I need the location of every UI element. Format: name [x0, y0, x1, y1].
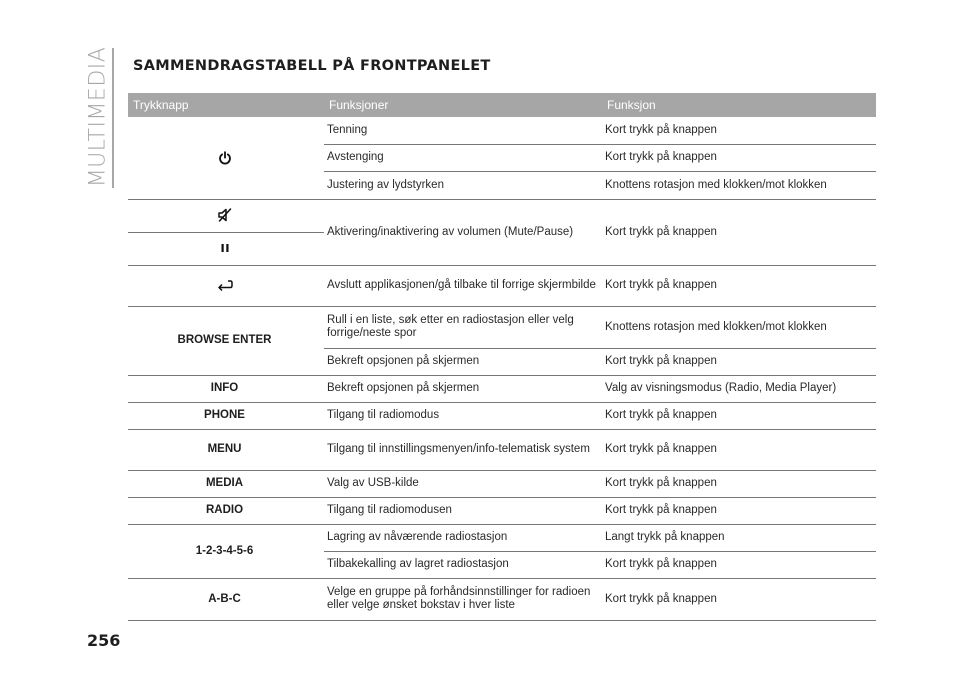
action-cell: Kort trykk på knappen	[602, 497, 876, 524]
table-row	[128, 470, 876, 497]
key-cell-browse-enter: BROWSE ENTER	[128, 306, 324, 375]
action-cell: Kort trykk på knappen	[602, 470, 876, 497]
function-cell: Bekreft opsjonen på skjermen	[324, 348, 602, 375]
table-row	[128, 402, 876, 429]
action-cell: Knottens rotasjon med klokken/mot klokken	[602, 171, 876, 199]
function-cell: Bekreft opsjonen på skjermen	[324, 375, 602, 402]
key-cell-menu: MENU	[128, 429, 324, 470]
summary-table	[128, 93, 876, 621]
function-cell: Tilgang til innstillingsmenyen/info-telematisk system	[324, 429, 602, 470]
action-cell: Kort trykk på knappen	[602, 117, 876, 144]
table-row	[128, 265, 876, 306]
key-cell-radio: RADIO	[128, 497, 324, 524]
key-cell-info: INFO	[128, 375, 324, 402]
function-cell: Tilgang til radiomodusen	[324, 497, 602, 524]
key-cell-media: MEDIA	[128, 470, 324, 497]
header-button: Trykknapp	[128, 93, 324, 117]
pause-icon	[220, 243, 230, 253]
back-icon	[217, 279, 233, 291]
page-title: SAMMENDRAGSTABELL PÅ FRONTPANELET	[133, 58, 491, 74]
action-cell: Knottens rotasjon med klokken/mot klokken	[602, 306, 876, 348]
table-row	[128, 199, 876, 232]
section-label-text: MULTIMEDIA	[85, 46, 111, 188]
key-cell-pause	[128, 232, 324, 265]
function-cell: Velge en gruppe på forhåndsinnstillinger for radioen eller velge ønsket bokstav i hver liste	[324, 578, 602, 620]
key-cell-mute	[128, 199, 324, 232]
key-cell-phone: PHONE	[128, 402, 324, 429]
action-cell: Kort trykk på knappen	[602, 265, 876, 306]
power-icon	[218, 151, 232, 165]
function-cell: Rull i en liste, søk etter en radiostasjon eller velg forrige/neste spor	[324, 306, 602, 348]
table-row	[128, 117, 876, 144]
action-cell: Valg av visningsmodus (Radio, Media Player)	[602, 375, 876, 402]
function-cell: Tenning	[324, 117, 602, 144]
table-header-row	[128, 93, 876, 117]
function-cell: Avstenging	[324, 144, 602, 171]
function-cell: Tilbakekalling av lagret radiostasjon	[324, 551, 602, 578]
action-cell: Kort trykk på knappen	[602, 429, 876, 470]
action-cell: Kort trykk på knappen	[602, 199, 876, 265]
header-function: Funksjon	[602, 93, 876, 117]
key-cell-presets: 1-2-3-4-5-6	[128, 524, 324, 578]
function-cell: Valg av USB-kilde	[324, 470, 602, 497]
action-cell: Langt trykk på knappen	[602, 524, 876, 551]
table-row	[128, 375, 876, 402]
action-cell: Kort trykk på knappen	[602, 348, 876, 375]
mute-icon	[217, 208, 233, 222]
function-cell: Lagring av nåværende radiostasjon	[324, 524, 602, 551]
action-cell: Kort trykk på knappen	[602, 402, 876, 429]
table-row	[128, 429, 876, 470]
function-cell: Aktivering/inaktivering av volumen (Mute/Pause)	[324, 199, 602, 265]
action-cell: Kort trykk på knappen	[602, 144, 876, 171]
section-label	[85, 46, 111, 188]
table-row	[128, 578, 876, 620]
function-cell: Justering av lydstyrken	[324, 171, 602, 199]
key-cell-back	[128, 265, 324, 306]
action-cell: Kort trykk på knappen	[602, 551, 876, 578]
function-cell: Avslutt applikasjonen/gå tilbake til forrige skjermbilde	[324, 265, 602, 306]
table-row	[128, 524, 876, 551]
key-cell-abc: A-B-C	[128, 578, 324, 620]
section-divider	[112, 48, 114, 188]
action-cell: Kort trykk på knappen	[602, 578, 876, 620]
key-cell-power	[128, 117, 324, 199]
table-row	[128, 306, 876, 348]
function-cell: Tilgang til radiomodus	[324, 402, 602, 429]
page-number: 256	[87, 631, 121, 650]
header-functions: Funksjoner	[324, 93, 602, 117]
table-row	[128, 497, 876, 524]
